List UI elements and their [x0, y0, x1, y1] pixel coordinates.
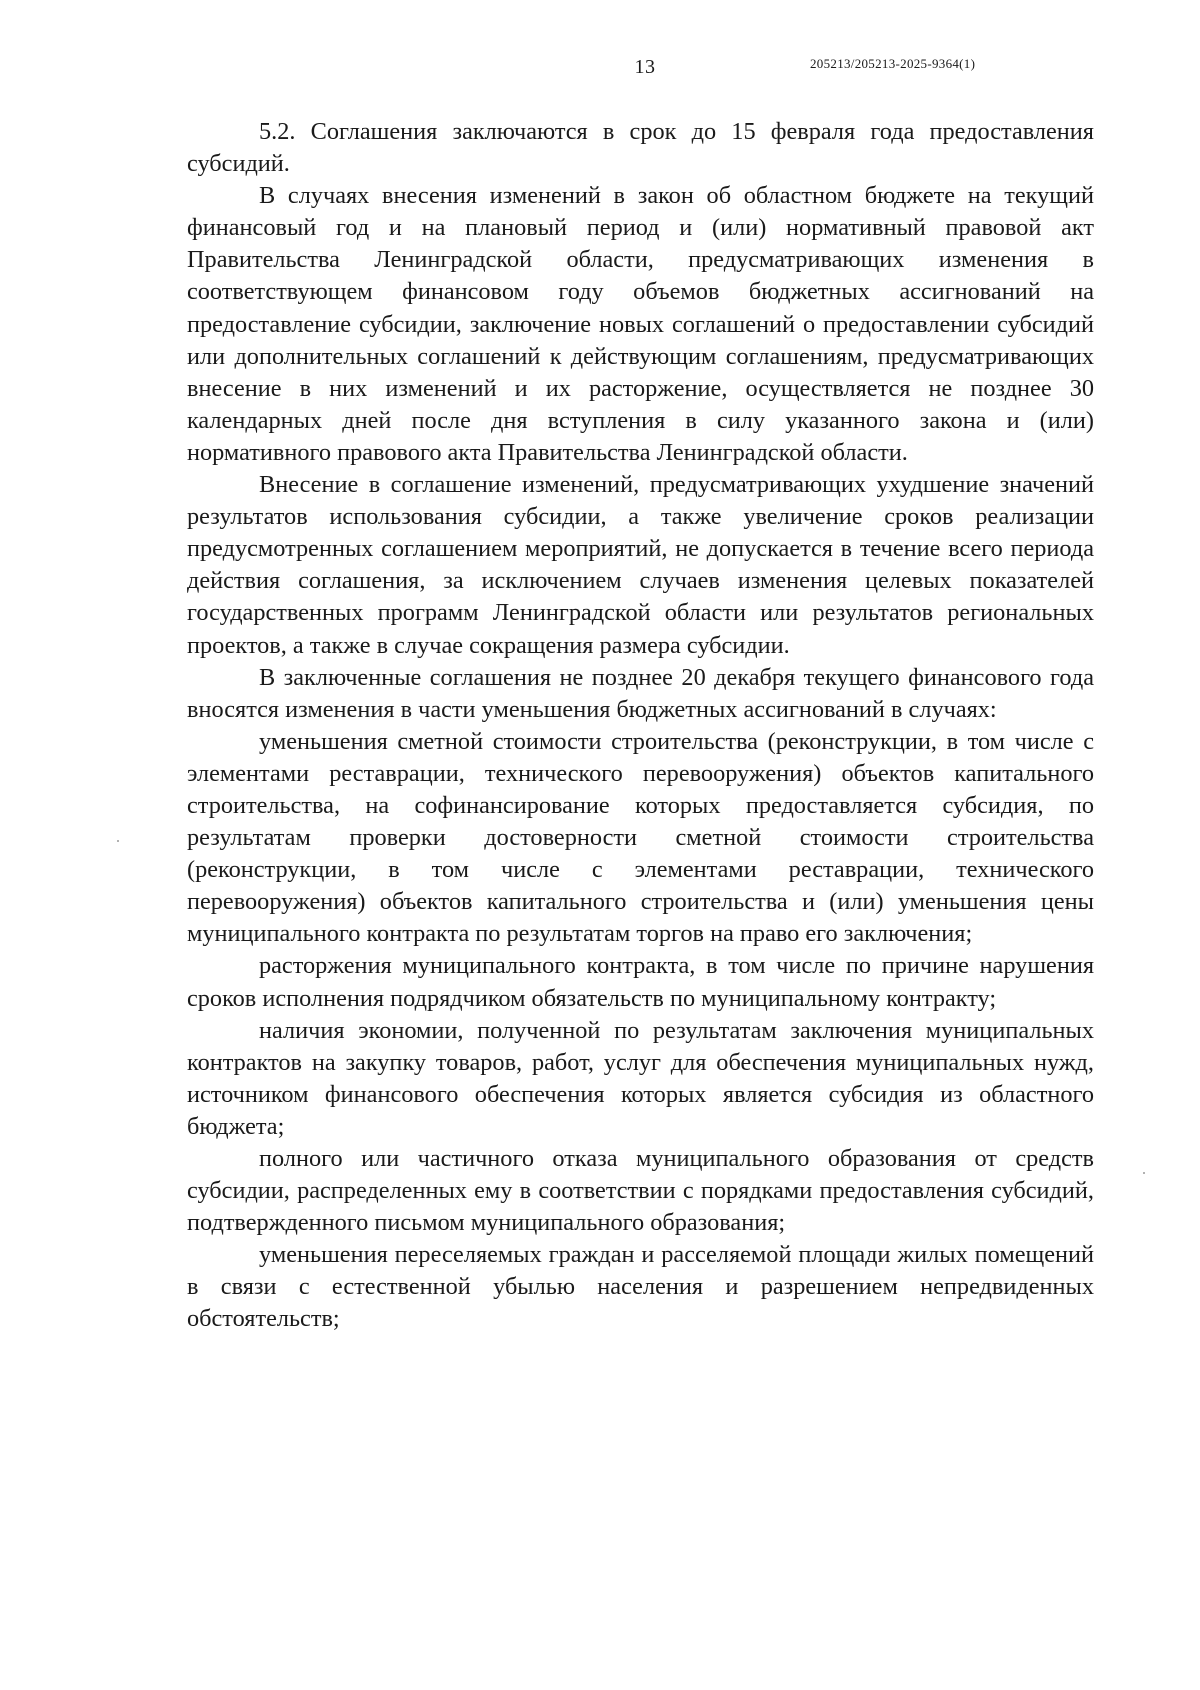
list-item-contract-termination: расторжения муниципального контракта, в том числе по причине нарушения сроков исполнения подрядчиком обязательств по муниципальному контракту; — [187, 952, 1094, 1012]
list-item-savings: наличия экономии, полученной по результатам заключения муниципальных контрактов на закупку товаров, работ, услуг для обеспечения муниципальных нужд, источником финансового обеспечения которых является субсидия из областного бюджета; — [187, 1016, 1094, 1140]
document-id: 205213/205213-2025-9364(1) — [810, 56, 976, 71]
scan-speck — [117, 840, 119, 842]
document-body — [187, 116, 1094, 1336]
paragraph-agreement-deadline: 5.2. Соглашения заключаются в срок до 15 февраля года предоставления субсидий. — [187, 118, 1094, 178]
paragraph-budget-law-changes: В случаях внесения изменений в закон об областном бюджете на текущий финансовый год и на плановый период и (или) нормативный правовой акт Правительства Ленинградской области, предусматривающих изменения в соответствующем финансовом году объемов бюджетных ассигнований на предоставление субсидии, заключение новых соглашений о предоставлении субсидий или дополнительных соглашений к действующим соглашениям, предусматривающих внесение в них изменений и их расторжение, осуществляется не позднее 30 календарных дней после дня вступления в силу указанного закона и (или) нормативного правового акта Правительства Ленинградской области. — [187, 182, 1094, 466]
list-item-cost-reduction: уменьшения сметной стоимости строительства (реконструкции, в том числе с элементами реставрации, технического перевооружения) объектов капитального строительства, на софинансирование которых предоставляется субсидия, по результатам проверки достоверности сметной стоимости строительства (реконструкции, в том числе с элементами реставрации, технического перевооружения) объектов капитального строительства и (или) уменьшения цены муниципального контракта по результатам торгов на право его заключения; — [187, 727, 1094, 948]
paragraph-december-changes: В заключенные соглашения не позднее 20 декабря текущего финансового года вносятся изменения в части уменьшения бюджетных ассигнований в случаях: — [187, 663, 1094, 723]
scan-speck — [1143, 1172, 1145, 1174]
list-item-resettlement-reduction: уменьшения переселяемых граждан и расселяемой площади жилых помещений в связи с естественной убылью населения и разрешением непредвиденных обстоятельств; — [187, 1241, 1094, 1333]
paragraph-agreement-amendments: Внесение в соглашение изменений, предусматривающих ухудшение значений результатов использования субсидии, а также увеличение сроков реализации предусмотренных соглашением мероприятий, не допускается в течение всего периода действия соглашения, за исключением случаев изменения целевых показателей государственных программ Ленинградской области или результатов региональных проектов, а также в случае сокращения размера субсидии. — [187, 471, 1094, 659]
page-number: 13 — [634, 56, 656, 78]
list-item-refusal: полного или частичного отказа муниципального образования от средств субсидии, распределенных ему в соответствии с порядками предоставления субсидий, подтвержденного письмом муниципального образования; — [187, 1145, 1094, 1237]
